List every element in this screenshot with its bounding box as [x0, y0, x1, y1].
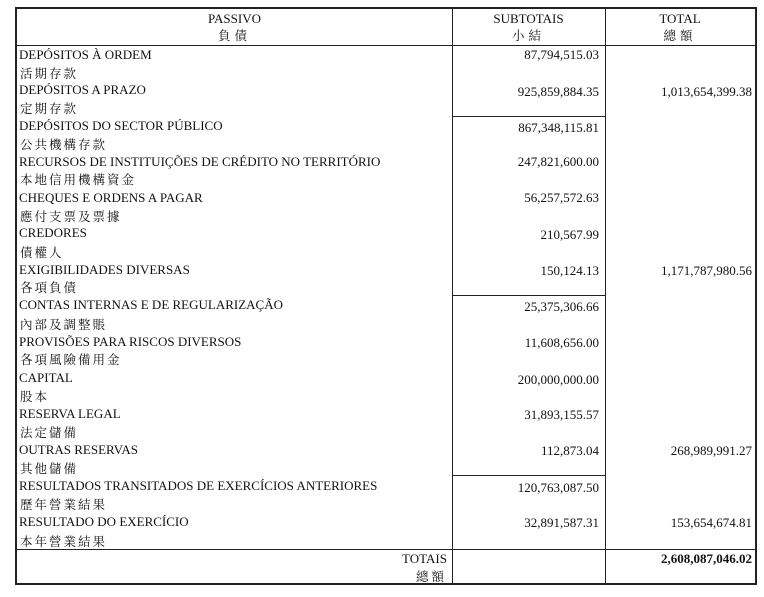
- row-label-zh: 定期存款: [20, 101, 79, 116]
- row-label-zh: 債權人: [20, 245, 64, 260]
- group-divider: [452, 475, 605, 476]
- row-label-pt: CHEQUES E ORDENS A PAGAR: [19, 190, 203, 205]
- row-label-pt: EXIGIBILIDADES DIVERSAS: [19, 262, 190, 277]
- row-subtotal: 200,000,000.00: [517, 372, 599, 387]
- balance-sheet-table: [15, 7, 757, 585]
- row-label-zh: 其他儲備: [20, 461, 79, 476]
- row-subtotal: 925,859,884.35: [517, 84, 599, 99]
- row-label-pt: CREDORES: [19, 225, 87, 240]
- grand-total-value: 2,608,087,046.02: [661, 551, 752, 566]
- row-label-zh: 活期存款: [20, 66, 79, 81]
- row-label-zh: 各項風險備用金: [20, 352, 122, 367]
- footer-totais-label-zh: 總額: [415, 569, 447, 584]
- header-total-zh: 總額: [663, 28, 697, 43]
- row-label-zh: 各項負債: [20, 280, 79, 295]
- row-label-zh: 本年營業結果: [20, 534, 108, 549]
- row-label-pt: RESERVA LEGAL: [19, 406, 121, 421]
- row-subtotal: 56,257,572.63: [524, 190, 599, 205]
- column-divider-subtotals: [452, 9, 453, 583]
- row-label-pt: CAPITAL: [19, 370, 73, 385]
- footer-divider: [17, 549, 755, 550]
- row-subtotal: 210,567.99: [540, 227, 599, 242]
- row-label-pt: DEPÓSITOS À ORDEM: [19, 47, 152, 62]
- row-subtotal: 120,763,087.50: [517, 480, 599, 495]
- row-subtotal: 31,893,155.57: [524, 407, 599, 422]
- group-divider: [452, 116, 605, 117]
- row-label-zh: 應付支票及票據: [20, 209, 122, 224]
- row-total: 1,013,654,399.38: [661, 84, 752, 99]
- column-divider-total: [605, 9, 606, 583]
- row-label-pt: CONTAS INTERNAS E DE REGULARIZAÇÃO: [19, 297, 284, 312]
- row-label-pt: PROVISÕES PARA RISCOS DIVERSOS: [19, 334, 242, 349]
- row-label-pt: DEPÓSITOS A PRAZO: [19, 82, 146, 97]
- row-label-zh: 歷年營業結果: [20, 497, 108, 512]
- row-label-zh: 法定儲備: [20, 425, 79, 440]
- row-label-zh: 內部及調整賬: [20, 317, 108, 332]
- row-subtotal: 25,375,306.66: [524, 299, 599, 314]
- footer-totais-label: TOTAIS: [402, 551, 447, 566]
- row-label-pt: RESULTADO DO EXERCÍCIO: [19, 514, 189, 529]
- header-total: TOTAL: [659, 11, 701, 26]
- row-subtotal: 32,891,587.31: [524, 515, 599, 530]
- row-total: 1,171,787,980.56: [661, 263, 752, 278]
- header-divider: [17, 45, 755, 46]
- header-subtotais: SUBTOTAIS: [493, 11, 564, 26]
- row-subtotal: 87,794,515.03: [524, 47, 599, 62]
- row-label-pt: RECURSOS DE INSTITUIÇÕES DE CRÉDITO NO TERRITÓRIO: [19, 154, 381, 169]
- row-subtotal: 150,124.13: [540, 263, 599, 278]
- row-subtotal: 112,873.04: [540, 443, 599, 458]
- row-label-pt: DEPÓSITOS DO SECTOR PÚBLICO: [19, 118, 223, 133]
- row-label-pt: OUTRAS RESERVAS: [19, 442, 138, 457]
- row-subtotal: 11,608,656.00: [524, 335, 599, 350]
- row-label-zh: 本地信用機構資金: [20, 172, 137, 187]
- header-passivo-zh: 負債: [217, 28, 251, 43]
- header-subtotais-zh: 小結: [511, 28, 545, 43]
- row-subtotal: 247,821,600.00: [517, 154, 599, 169]
- row-label-pt: RESULTADOS TRANSITADOS DE EXERCÍCIOS ANTERIORES: [19, 478, 378, 493]
- row-subtotal: 867,348,115.81: [518, 120, 599, 135]
- row-total: 153,654,674.81: [670, 515, 752, 530]
- header-passivo: PASSIVO: [208, 11, 261, 26]
- row-label-zh: 股本: [20, 389, 50, 404]
- group-divider: [452, 295, 605, 296]
- row-total: 268,989,991.27: [670, 443, 752, 458]
- row-label-zh: 公共機構存款: [20, 137, 108, 152]
